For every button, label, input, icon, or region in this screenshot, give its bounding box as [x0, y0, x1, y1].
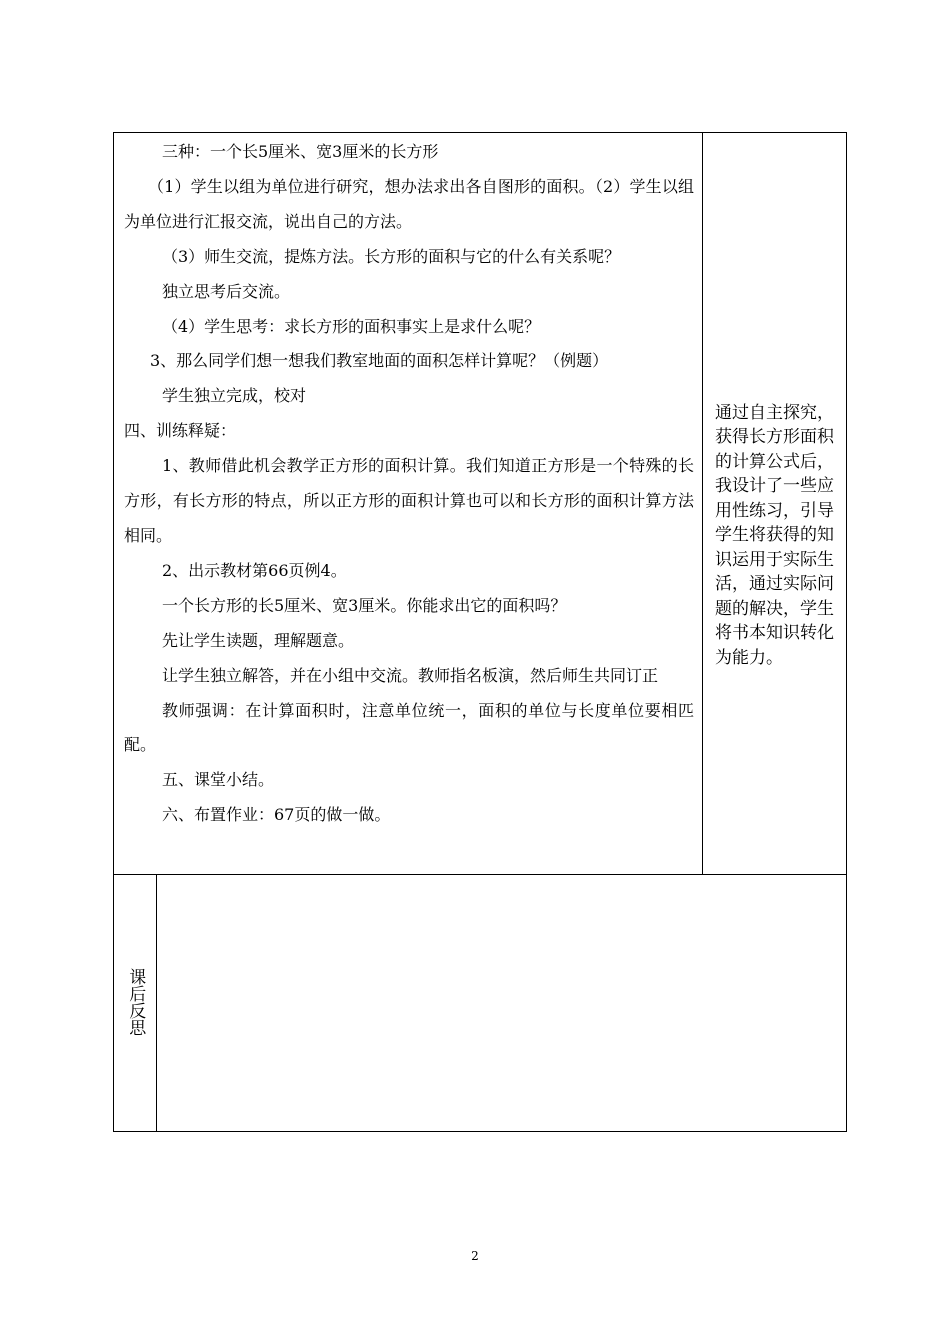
process-paragraph: （3）师生交流，提炼方法。长方形的面积与它的什么有关系呢？	[162, 246, 621, 266]
process-paragraph: 五、课堂小结。	[162, 770, 275, 790]
page-number: 2	[471, 1249, 479, 1263]
reflection-content-cell	[157, 875, 847, 1132]
process-paragraph: 教师强调：在计算面积时，注意单位统一，面积的单位与长度单位要相匹配。	[124, 700, 694, 755]
lesson-process-row	[114, 133, 847, 875]
design-intent-text: 通过自主探究，获得长方形面积的计算公式后，我设计了一些应用性练习，引导学生将获得的知识运用于实际生活，通过实际问题的解决，学生将书本知识转化为能力。	[715, 402, 834, 668]
process-paragraph: 一个长方形的长5厘米、宽3厘米。你能求出它的面积吗？	[162, 595, 567, 615]
teaching-process-cell	[114, 133, 703, 875]
reflection-label-cell	[114, 875, 157, 1132]
process-paragraph: 三种：一个长5厘米、宽3厘米的长方形	[162, 142, 439, 161]
process-paragraph: 先让学生读题，理解题意。	[162, 630, 355, 650]
reflection-row	[114, 875, 847, 1132]
process-paragraph: 让学生独立解答，并在小组中交流。教师指名板演，然后师生共同订正	[162, 665, 659, 685]
reflection-label: 课后反思	[125, 968, 146, 1036]
process-paragraph: 3、那么同学们想一想我们教室地面的面积怎样计算呢？（例题）	[150, 351, 609, 371]
process-paragraph: 1、教师借此机会教学正方形的面积计算。我们知道正方形是一个特殊的长方形，有长方形的特点，所以正方形的面积计算也可以和长方形的面积计算方法相同。	[124, 456, 694, 545]
process-paragraph: （4）学生思考：求长方形的面积事实上是求什么呢？	[162, 316, 541, 336]
process-paragraph: （1）学生以组为单位进行研究，想办法求出各自图形的面积。（2）学生以组为单位进行汇报交流，说出自己的方法。	[124, 176, 694, 231]
process-paragraph: 学生独立完成，校对	[162, 386, 307, 406]
design-intent-cell	[703, 133, 847, 875]
process-paragraph: 2、出示教材第66页例4。	[162, 560, 347, 580]
teaching-process-text	[114, 133, 702, 833]
lesson-plan-table	[113, 132, 847, 1132]
process-paragraph: 六、布置作业：67页的做一做。	[162, 805, 391, 825]
process-paragraph: 独立思考后交流。	[162, 281, 291, 301]
section-heading: 四、训练释疑：	[124, 421, 237, 441]
